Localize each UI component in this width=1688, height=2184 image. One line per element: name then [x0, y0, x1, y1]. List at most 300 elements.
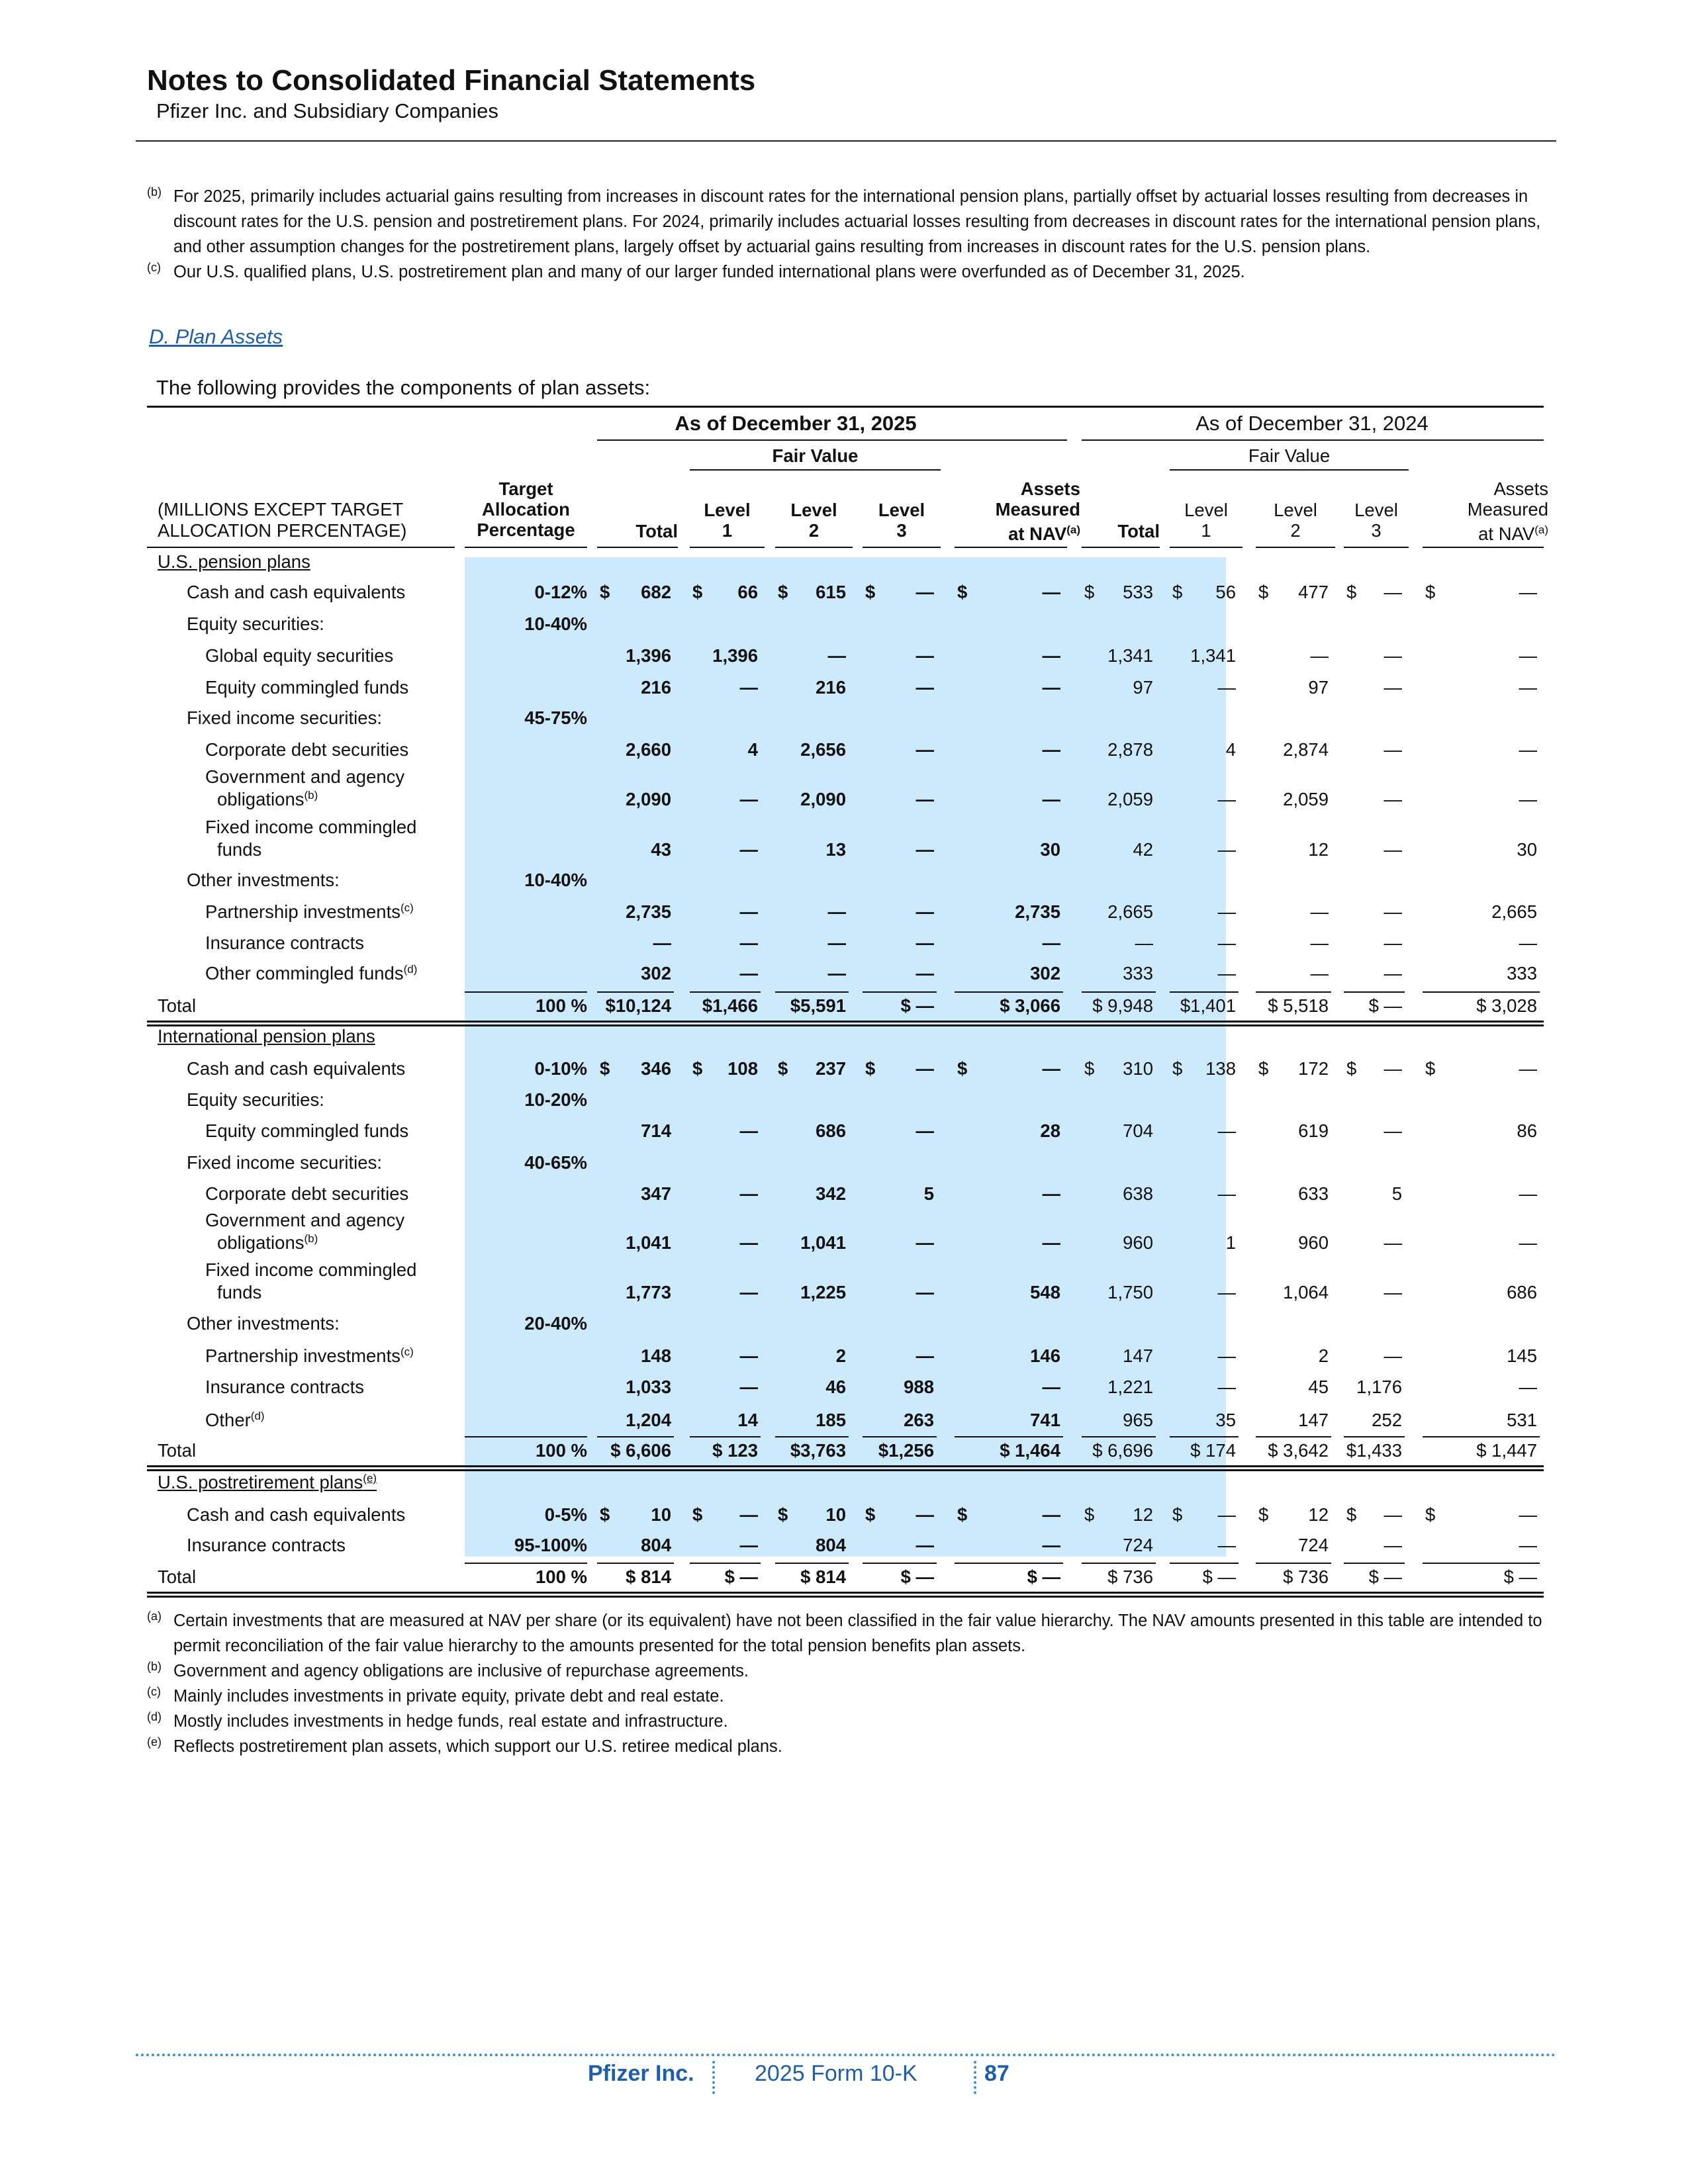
value-cell-2025: 2,090: [626, 789, 671, 809]
total-rule-top: [775, 991, 849, 993]
footnote-mark: (a): [147, 1610, 162, 1623]
currency-sign: $: [600, 1504, 610, 1525]
value-cell-2024: —: [1135, 933, 1153, 953]
value-cell-2025: —: [739, 839, 758, 860]
col-label-line1: (MILLIONS EXCEPT TARGET: [158, 499, 404, 520]
value-cell-2024: 960: [1123, 1232, 1153, 1253]
value-cell-2024: 97: [1308, 677, 1329, 698]
value-cell-2024: —: [1217, 1345, 1236, 1366]
total-rule-top: [690, 1563, 761, 1564]
value-cell-2024: —: [1519, 1058, 1537, 1079]
total-rule-bottom: [147, 1021, 1544, 1023]
value-cell-2024: —: [1383, 963, 1402, 983]
value-cell-2024: 686: [1507, 1282, 1537, 1302]
section-label: U.S. postretirement plans$^{(e)}$: [158, 1472, 377, 1493]
footnote-mark: (e): [147, 1735, 162, 1749]
value-cell-2024: —: [1519, 1183, 1537, 1204]
header-underline: [1344, 547, 1409, 548]
footnote-mark: (d): [147, 1710, 162, 1723]
value-cell-2025: $ 123: [712, 1440, 758, 1461]
value-cell-2024: 724: [1123, 1535, 1153, 1555]
group-header-2025: As of December 31, 2025: [675, 412, 917, 435]
value-cell-2024: —: [1217, 1504, 1236, 1525]
value-cell-2024: 619: [1298, 1120, 1329, 1141]
total-rule-top: [1170, 1563, 1239, 1564]
value-cell-2024: 2,059: [1107, 789, 1153, 809]
section-title[interactable]: D. Plan Assets: [149, 325, 283, 348]
value-cell-2024: 1: [1225, 1232, 1236, 1253]
value-cell-2024: —: [1519, 1377, 1537, 1397]
value-cell-2024: —: [1519, 739, 1537, 760]
section-label: U.S. pension plans: [158, 551, 310, 572]
currency-sign: $: [865, 582, 876, 602]
total-rule-top: [597, 1563, 674, 1564]
value-cell-2024: $ 3,028: [1476, 995, 1537, 1016]
footnote-c: [147, 259, 1544, 285]
currency-sign: $: [957, 582, 968, 602]
value-cell-2025: —: [1042, 1232, 1060, 1253]
value-cell-2024: $ 6,696: [1092, 1440, 1153, 1461]
value-cell-2024: 145: [1507, 1345, 1537, 1366]
value-cell-2025: —: [915, 582, 934, 602]
value-cell-2024: 30: [1517, 839, 1537, 860]
total-rule-top: [1082, 1436, 1156, 1437]
row-label: Corporate debt securities: [205, 1183, 409, 1204]
value-cell-2025: 30: [1040, 839, 1060, 860]
currency-sign: $: [1084, 1058, 1095, 1079]
value-cell-2025: —: [915, 677, 934, 698]
value-cell-2025: —: [915, 1058, 934, 1079]
row-label: Fixed income securities:: [187, 1152, 382, 1173]
value-cell-2024: 12: [1308, 1504, 1329, 1525]
total-rule-bottom: [147, 1469, 1544, 1471]
table-intro: The following provides the components of plan assets:: [156, 376, 651, 399]
value-cell-2025: —: [1042, 1377, 1060, 1397]
value-cell-2025: —: [739, 789, 758, 809]
value-cell-2024: 960: [1298, 1232, 1329, 1253]
row-label: Equity securities:: [187, 1089, 324, 1110]
total-rule-top: [690, 991, 761, 993]
value-cell-2024: 965: [1123, 1410, 1153, 1430]
value-cell-2025: 13: [825, 839, 846, 860]
value-cell-2024: —: [1217, 1377, 1236, 1397]
total-rule-bottom: [147, 1465, 1544, 1467]
value-cell-2024: —: [1383, 739, 1402, 760]
value-cell-2025: $ 6,606: [610, 1440, 671, 1461]
value-cell-2025: 216: [641, 677, 671, 698]
total-rule-top: [1423, 991, 1540, 993]
value-cell-2025: $ 814: [626, 1567, 671, 1587]
value-cell-2025: —: [1042, 1058, 1060, 1079]
value-cell-2024: $ 1,447: [1476, 1440, 1537, 1461]
value-cell-2024: —: [1383, 839, 1402, 860]
footnote-a: [147, 1608, 1544, 1659]
col-level2-2025: Level 2: [790, 500, 837, 541]
value-cell-2025: 10: [651, 1504, 671, 1525]
value-cell-2024: 2,665: [1107, 901, 1153, 922]
total-rule-top: [1082, 991, 1156, 993]
value-cell-2024: —: [1217, 677, 1236, 698]
value-cell-2025: 14: [737, 1410, 758, 1430]
value-cell-2024: —: [1383, 789, 1402, 809]
row-label: Other commingled funds$^{(d)}$: [205, 963, 418, 984]
total-rule-top: [1170, 991, 1239, 993]
total-rule-top: [775, 1436, 849, 1437]
row-label: Fixed income commingled: [205, 1259, 417, 1280]
col-level2-2024: Level 2: [1274, 500, 1317, 541]
footer-divider: [712, 2061, 715, 2094]
value-cell-2025: —: [915, 789, 934, 809]
value-cell-2025: $ —: [900, 1567, 934, 1587]
value-cell-2024: $ —: [1202, 1567, 1236, 1587]
total-rule-top: [1423, 1436, 1540, 1437]
value-cell-2025: 1,204: [626, 1410, 671, 1430]
total-rule-top: [1256, 1563, 1331, 1564]
total-rule-top: [1256, 991, 1331, 993]
value-cell-2024: —: [1217, 963, 1236, 983]
target-allocation: 0-10%: [534, 1058, 587, 1079]
currency-sign: $: [1258, 582, 1269, 602]
target-allocation: 45-75%: [524, 707, 587, 728]
group-header-2024: As of December 31, 2024: [1196, 412, 1429, 435]
value-cell-2024: $ 736: [1283, 1567, 1329, 1587]
value-cell-2025: 347: [641, 1183, 671, 1204]
value-cell-2024: 1,341: [1190, 645, 1236, 666]
header-underline: [863, 547, 941, 548]
value-cell-2025: 148: [641, 1345, 671, 1366]
header-underline: [1082, 547, 1160, 548]
currency-sign: $: [1425, 1058, 1436, 1079]
total-rule-top: [1344, 1563, 1405, 1564]
footnote-e: [147, 1734, 1544, 1759]
col-target-allocation: Target Allocation Percentage: [477, 478, 575, 540]
value-cell-2025: —: [739, 1282, 758, 1302]
currency-sign: $: [692, 1504, 703, 1525]
value-cell-2025: —: [1042, 1535, 1060, 1555]
footnote-text: Government and agency obligations are inclusive of repurchase agreements.: [173, 1662, 749, 1680]
value-cell-2024: 2,665: [1491, 901, 1537, 922]
value-cell-2025: —: [915, 645, 934, 666]
top-footnotes: [147, 184, 1544, 285]
value-cell-2024: 2,878: [1107, 739, 1153, 760]
page-subtitle: Pfizer Inc. and Subsidiary Companies: [156, 99, 498, 122]
footer-rule: [136, 2054, 1556, 2056]
value-cell-2025: 1,773: [626, 1282, 671, 1302]
fv-rule-2025: [690, 469, 941, 471]
value-cell-2024: —: [1383, 1535, 1402, 1555]
value-cell-2024: 4: [1225, 739, 1236, 760]
currency-sign: $: [600, 1058, 610, 1079]
value-cell-2025: —: [1042, 933, 1060, 953]
value-cell-2025: —: [739, 1345, 758, 1366]
currency-sign: $: [1425, 582, 1436, 602]
value-cell-2025: 2,735: [626, 901, 671, 922]
target-allocation: 100 %: [536, 995, 587, 1016]
row-label: obligations$^{(b)}$: [217, 789, 318, 810]
footnote-text: Mostly includes investments in hedge funds, real estate and infrastructure.: [173, 1712, 728, 1731]
target-allocation: 0-12%: [534, 582, 587, 602]
value-cell-2025: —: [1042, 645, 1060, 666]
value-cell-2025: —: [915, 1504, 934, 1525]
value-cell-2025: —: [1042, 1183, 1060, 1204]
value-cell-2025: —: [915, 1120, 934, 1141]
col-total-2024: Total: [1117, 521, 1160, 541]
header-underline: [147, 547, 455, 548]
total-rule-top: [690, 1436, 761, 1437]
value-cell-2025: 804: [641, 1535, 671, 1555]
value-cell-2025: $1,256: [878, 1440, 934, 1461]
total-rule-top: [465, 1563, 587, 1564]
currency-sign: $: [600, 582, 610, 602]
value-cell-2025: —: [915, 739, 934, 760]
value-cell-2025: 1,041: [626, 1232, 671, 1253]
value-cell-2024: —: [1519, 1504, 1537, 1525]
value-cell-2024: —: [1217, 789, 1236, 809]
value-cell-2024: 2: [1318, 1345, 1329, 1366]
value-cell-2024: 172: [1298, 1058, 1329, 1079]
value-cell-2024: —: [1519, 582, 1537, 602]
footnote-mark: (b): [147, 185, 162, 199]
value-cell-2024: 1,064: [1283, 1282, 1329, 1302]
value-cell-2024: —: [1217, 1282, 1236, 1302]
currency-sign: $: [1172, 1504, 1183, 1525]
col-nav-2024: Assets Measured at NAV$^{(a)}$: [1467, 478, 1548, 545]
value-cell-2024: —: [1519, 645, 1537, 666]
currency-sign: $: [1346, 1058, 1357, 1079]
value-cell-2024: 533: [1123, 582, 1153, 602]
value-cell-2024: —: [1383, 582, 1402, 602]
value-cell-2025: 2,090: [800, 789, 846, 809]
value-cell-2024: 147: [1123, 1345, 1153, 1366]
total-rule-top: [1082, 1563, 1156, 1564]
value-cell-2024: $ 5,518: [1268, 995, 1329, 1016]
value-cell-2024: 2,874: [1283, 739, 1329, 760]
value-cell-2024: —: [1383, 1345, 1402, 1366]
row-label: Corporate debt securities: [205, 739, 409, 760]
value-cell-2024: —: [1383, 1232, 1402, 1253]
value-cell-2025: 263: [904, 1410, 934, 1430]
value-cell-2025: $3,763: [790, 1440, 846, 1461]
value-cell-2025: $ 1,464: [1000, 1440, 1060, 1461]
value-cell-2025: —: [739, 901, 758, 922]
currency-sign: $: [778, 1058, 788, 1079]
header-underline: [690, 547, 765, 548]
row-label: Cash and cash equivalents: [187, 1504, 406, 1525]
value-cell-2025: 216: [816, 677, 846, 698]
col-level3-2025: Level 3: [878, 500, 925, 541]
currency-sign: $: [778, 1504, 788, 1525]
value-cell-2025: —: [1042, 677, 1060, 698]
value-cell-2025: 1,225: [800, 1282, 846, 1302]
value-cell-2025: 1,041: [800, 1232, 846, 1253]
total-rule-top: [597, 991, 674, 993]
total-rule-top: [465, 991, 587, 993]
col-label-line2: ALLOCATION PERCENTAGE): [158, 520, 407, 541]
row-label: Other investments:: [187, 1313, 340, 1334]
value-cell-2025: —: [1042, 789, 1060, 809]
value-cell-2024: —: [1383, 1504, 1402, 1525]
value-cell-2025: 682: [641, 582, 671, 602]
value-cell-2024: $ 3,642: [1268, 1440, 1329, 1461]
value-cell-2025: —: [739, 1504, 758, 1525]
row-label: Insurance contracts: [205, 933, 364, 953]
value-cell-2025: 146: [1030, 1345, 1060, 1366]
currency-sign: $: [1346, 582, 1357, 602]
header-rule-top: [147, 406, 1544, 408]
value-cell-2025: 28: [1040, 1120, 1060, 1141]
value-cell-2025: 741: [1030, 1410, 1060, 1430]
target-allocation: 40-65%: [524, 1152, 587, 1173]
value-cell-2025: 548: [1030, 1282, 1060, 1302]
value-cell-2024: 252: [1372, 1410, 1402, 1430]
row-label: Equity commingled funds: [205, 677, 409, 698]
footer-company: Pfizer Inc.: [588, 2061, 694, 2086]
footnote-text: Our U.S. qualified plans, U.S. postretirement plan and many of our larger funded international plans were overfunded as of December 31, 2025.: [173, 263, 1245, 281]
target-allocation: 10-40%: [524, 614, 587, 634]
value-cell-2024: —: [1383, 1282, 1402, 1302]
target-allocation: 0-5%: [544, 1504, 587, 1525]
value-cell-2024: $ —: [1368, 995, 1402, 1016]
value-cell-2024: 333: [1507, 963, 1537, 983]
row-label: Insurance contracts: [187, 1535, 346, 1555]
row-label: Insurance contracts: [205, 1377, 364, 1397]
value-cell-2024: 477: [1298, 582, 1329, 602]
header-rule: [136, 140, 1556, 142]
bottom-footnotes: [147, 1608, 1544, 1759]
value-cell-2025: 237: [816, 1058, 846, 1079]
header-underline: [1423, 547, 1544, 548]
target-allocation: 100 %: [536, 1440, 587, 1461]
value-cell-2024: —: [1519, 933, 1537, 953]
value-cell-2024: 310: [1123, 1058, 1153, 1079]
footer-form: 2025 Form 10-K: [755, 2061, 917, 2086]
value-cell-2025: 302: [1030, 963, 1060, 983]
value-cell-2024: —: [1383, 901, 1402, 922]
value-cell-2024: 35: [1215, 1410, 1236, 1430]
row-label: obligations$^{(b)}$: [217, 1232, 318, 1253]
total-rule-top: [955, 1436, 1063, 1437]
fair-value-2025: Fair Value: [772, 445, 859, 466]
value-cell-2025: —: [739, 1535, 758, 1555]
total-rule-top: [1423, 1563, 1540, 1564]
header-underline: [465, 547, 587, 548]
value-cell-2024: 724: [1298, 1535, 1329, 1555]
value-cell-2025: —: [827, 901, 846, 922]
value-cell-2025: 43: [651, 839, 671, 860]
row-label: Total: [158, 1440, 197, 1461]
footnote-mark: (c): [147, 261, 161, 274]
header-underline: [597, 547, 678, 548]
value-cell-2025: —: [739, 1232, 758, 1253]
row-label: Global equity securities: [205, 645, 394, 666]
header-underline: [955, 547, 1067, 548]
value-cell-2024: 333: [1123, 963, 1153, 983]
value-cell-2025: —: [1042, 582, 1060, 602]
value-cell-2024: 1,176: [1356, 1377, 1402, 1397]
value-cell-2024: 1,750: [1107, 1282, 1153, 1302]
header-underline: [1256, 547, 1335, 548]
value-cell-2024: —: [1519, 789, 1537, 809]
total-rule-top: [955, 991, 1063, 993]
total-rule-top: [465, 1436, 587, 1437]
value-cell-2025: $ —: [724, 1567, 758, 1587]
value-cell-2024: 2,059: [1283, 789, 1329, 809]
value-cell-2024: —: [1310, 933, 1329, 953]
target-allocation: 100 %: [536, 1567, 587, 1587]
row-label: Fixed income commingled: [205, 817, 417, 837]
value-cell-2024: —: [1217, 1183, 1236, 1204]
value-cell-2024: —: [1310, 901, 1329, 922]
row-label: funds: [217, 839, 262, 860]
value-cell-2024: $ —: [1503, 1567, 1537, 1587]
value-cell-2024: 531: [1507, 1410, 1537, 1430]
value-cell-2025: $10,124: [605, 995, 671, 1016]
value-cell-2025: $1,466: [702, 995, 758, 1016]
row-label: Total: [158, 1567, 197, 1587]
currency-sign: $: [1425, 1504, 1436, 1525]
value-cell-2025: $ 3,066: [1000, 995, 1060, 1016]
value-cell-2025: 2,735: [1015, 901, 1060, 922]
row-label: funds: [217, 1282, 262, 1302]
value-cell-2025: 66: [737, 582, 758, 602]
value-cell-2024: —: [1217, 1120, 1236, 1141]
footnote-text: Reflects postretirement plan assets, which support our U.S. retiree medical plans.: [173, 1737, 782, 1756]
target-allocation: 10-20%: [524, 1089, 587, 1110]
value-cell-2025: —: [915, 839, 934, 860]
header-underline: [775, 547, 853, 548]
footnote-text: Mainly includes investments in private equity, private debt and real estate.: [173, 1687, 724, 1706]
group-rule-2025: [597, 439, 1067, 441]
value-cell-2024: 638: [1123, 1183, 1153, 1204]
total-rule-top: [863, 1563, 937, 1564]
row-label: Government and agency: [205, 766, 405, 787]
value-cell-2025: 988: [904, 1377, 934, 1397]
value-cell-2024: 12: [1308, 839, 1329, 860]
value-cell-2025: —: [653, 933, 671, 953]
value-cell-2025: —: [915, 1345, 934, 1366]
value-cell-2025: $5,591: [790, 995, 846, 1016]
value-cell-2024: —: [1519, 1535, 1537, 1555]
value-cell-2025: 2,656: [800, 739, 846, 760]
value-cell-2024: —: [1217, 901, 1236, 922]
section-label: International pension plans: [158, 1026, 375, 1046]
total-rule-top: [1344, 991, 1405, 993]
value-cell-2025: —: [739, 1183, 758, 1204]
value-cell-2025: —: [739, 1377, 758, 1397]
value-cell-2024: $ —: [1368, 1567, 1402, 1587]
value-cell-2024: $ 9,948: [1092, 995, 1153, 1016]
page-number: 87: [984, 2061, 1009, 2086]
value-cell-2024: 42: [1133, 839, 1153, 860]
total-rule-top: [775, 1563, 849, 1564]
value-cell-2025: $ —: [1027, 1567, 1060, 1587]
header-underline: [1170, 547, 1243, 548]
page-header: [147, 64, 755, 124]
footnote-mark: (b): [147, 1660, 162, 1673]
value-cell-2025: 686: [816, 1120, 846, 1141]
value-cell-2025: 5: [923, 1183, 934, 1204]
currency-sign: $: [1346, 1504, 1357, 1525]
fair-value-2024: Fair Value: [1248, 445, 1331, 466]
value-cell-2025: 108: [727, 1058, 758, 1079]
value-cell-2024: 45: [1308, 1377, 1329, 1397]
row-label: Partnership investments$^{(c)}$: [205, 901, 414, 923]
value-cell-2024: —: [1519, 1232, 1537, 1253]
currency-sign: $: [1258, 1058, 1269, 1079]
total-rule-top: [1344, 1436, 1405, 1437]
col-level3-2024: Level 3: [1354, 500, 1398, 541]
value-cell-2024: 704: [1123, 1120, 1153, 1141]
